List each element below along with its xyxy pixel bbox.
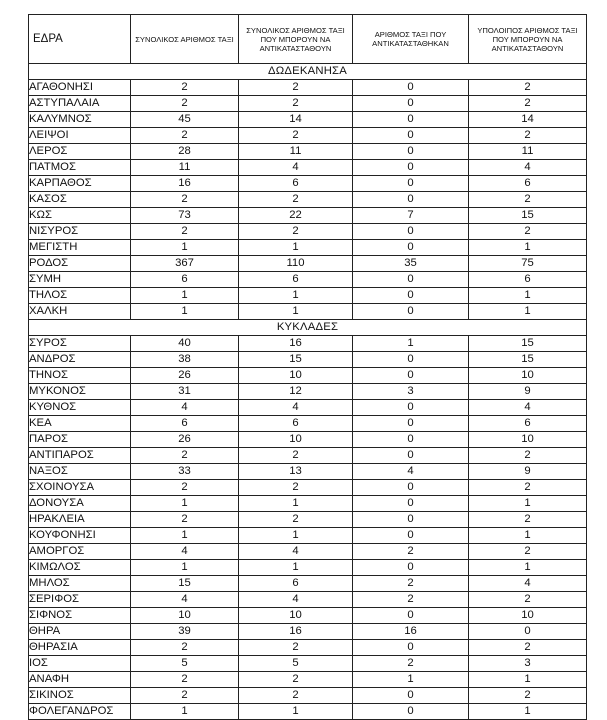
table-row: [29, 640, 587, 656]
remaining-cell: 0: [469, 624, 587, 640]
table-row: [29, 192, 587, 208]
remaining-cell: 2: [469, 96, 587, 112]
seat-cell: ΧΑΛΚΗ: [29, 304, 131, 320]
replaced-cell: 0: [353, 432, 469, 448]
remaining-cell: 2: [469, 512, 587, 528]
seat-cell: ΚΟΥΦΟΝΗΣΙ: [29, 528, 131, 544]
remaining-cell: 10: [469, 368, 587, 384]
replaced-cell: 0: [353, 560, 469, 576]
seat-cell: ΑΝΔΡΟΣ: [29, 352, 131, 368]
replaceable-cell: 2: [239, 672, 353, 688]
total-cell: 11: [131, 160, 239, 176]
seat-cell: ΛΕΡΟΣ: [29, 144, 131, 160]
table-row: [29, 416, 587, 432]
replaceable-cell: 15: [239, 352, 353, 368]
replaceable-cell: 10: [239, 368, 353, 384]
total-cell: 2: [131, 128, 239, 144]
total-cell: 2: [131, 512, 239, 528]
replaced-cell: 0: [353, 448, 469, 464]
total-cell: 16: [131, 176, 239, 192]
replaced-cell: 16: [353, 624, 469, 640]
remaining-cell: 4: [469, 160, 587, 176]
total-cell: 33: [131, 464, 239, 480]
table-row: [29, 160, 587, 176]
replaced-cell: 0: [353, 112, 469, 128]
seat-cell: ΚΕΑ: [29, 416, 131, 432]
total-cell: 10: [131, 608, 239, 624]
replaced-cell: 0: [353, 240, 469, 256]
seat-cell: ΔΟΝΟΥΣΑ: [29, 496, 131, 512]
remaining-cell: 2: [469, 448, 587, 464]
remaining-cell: 1: [469, 240, 587, 256]
remaining-cell: 2: [469, 128, 587, 144]
seat-cell: ΘΗΡΑΣΙΑ: [29, 640, 131, 656]
seat-cell: ΣΧΟΙΝΟΥΣΑ: [29, 480, 131, 496]
seat-cell: ΣΥΡΟΣ: [29, 336, 131, 352]
table-row: [29, 272, 587, 288]
table-row: [29, 576, 587, 592]
replaceable-cell: 1: [239, 704, 353, 720]
table-row: [29, 368, 587, 384]
replaced-cell: 0: [353, 192, 469, 208]
remaining-cell: 2: [469, 480, 587, 496]
table-row: [29, 208, 587, 224]
header-remaining-taxis: ΥΠΟΛΟΙΠΟΣ ΑΡΙΘΜΟΣ ΤΑΞΙ ΠΟΥ ΜΠΟΡΟΥΝ ΝΑ ΑΝΤΙΚΑΤΑΣΤΑΘΟΥΝ: [469, 15, 587, 64]
replaced-cell: 2: [353, 544, 469, 560]
remaining-cell: 1: [469, 672, 587, 688]
seat-cell: ΜΥΚΟΝΟΣ: [29, 384, 131, 400]
replaceable-cell: 4: [239, 160, 353, 176]
remaining-cell: 2: [469, 688, 587, 704]
seat-cell: ΙΟΣ: [29, 656, 131, 672]
table-row: [29, 112, 587, 128]
replaced-cell: 0: [353, 704, 469, 720]
header-replaced-taxis: ΑΡΙΘΜΟΣ ΤΑΞΙ ΠΟΥ ΑΝΤΙΚΑΤΑΣΤΑΘΗΚΑΝ: [353, 15, 469, 64]
table-row: [29, 176, 587, 192]
seat-cell: ΑΜΟΡΓΟΣ: [29, 544, 131, 560]
replaceable-cell: 2: [239, 448, 353, 464]
replaceable-cell: 1: [239, 240, 353, 256]
table-row: [29, 224, 587, 240]
seat-cell: ΤΗΝΟΣ: [29, 368, 131, 384]
remaining-cell: 1: [469, 288, 587, 304]
total-cell: 2: [131, 192, 239, 208]
table-body: [29, 64, 587, 720]
replaceable-cell: 2: [239, 128, 353, 144]
table-row: [29, 592, 587, 608]
replaceable-cell: 5: [239, 656, 353, 672]
remaining-cell: 6: [469, 416, 587, 432]
header-row: [29, 15, 587, 64]
seat-cell: ΑΣΤΥΠΑΛΑΙΑ: [29, 96, 131, 112]
table-row: [29, 256, 587, 272]
header-total-taxis: ΣΥΝΟΛΙΚΟΣ ΑΡΙΘΜΟΣ ΤΑΞΙ: [131, 15, 239, 64]
seat-cell: ΜΕΓΙΣΤΗ: [29, 240, 131, 256]
total-cell: 6: [131, 416, 239, 432]
replaced-cell: 0: [353, 304, 469, 320]
replaceable-cell: 2: [239, 96, 353, 112]
total-cell: 6: [131, 272, 239, 288]
table-row: [29, 80, 587, 96]
replaceable-cell: 14: [239, 112, 353, 128]
replaced-cell: 0: [353, 224, 469, 240]
replaceable-cell: 2: [239, 480, 353, 496]
remaining-cell: 2: [469, 544, 587, 560]
replaced-cell: 1: [353, 672, 469, 688]
table-row: [29, 688, 587, 704]
replaced-cell: 2: [353, 576, 469, 592]
replaced-cell: 0: [353, 288, 469, 304]
total-cell: 1: [131, 304, 239, 320]
table-header: [29, 15, 587, 64]
seat-cell: ΑΝΤΙΠΑΡΟΣ: [29, 448, 131, 464]
replaceable-cell: 10: [239, 432, 353, 448]
total-cell: 26: [131, 432, 239, 448]
table-row: [29, 240, 587, 256]
replaceable-cell: 6: [239, 416, 353, 432]
replaceable-cell: 1: [239, 288, 353, 304]
replaceable-cell: 22: [239, 208, 353, 224]
seat-cell: ΚΑΣΟΣ: [29, 192, 131, 208]
total-cell: 2: [131, 688, 239, 704]
table-row: [29, 464, 587, 480]
total-cell: 4: [131, 544, 239, 560]
table-row: [29, 704, 587, 720]
table-row: [29, 144, 587, 160]
replaceable-cell: 4: [239, 592, 353, 608]
remaining-cell: 15: [469, 352, 587, 368]
seat-cell: ΚΥΘΝΟΣ: [29, 400, 131, 416]
replaced-cell: 0: [353, 400, 469, 416]
seat-cell: ΝΑΞΟΣ: [29, 464, 131, 480]
seat-cell: ΣΙΚΙΝΟΣ: [29, 688, 131, 704]
seat-cell: ΣΥΜΗ: [29, 272, 131, 288]
table-row: [29, 448, 587, 464]
replaced-cell: 2: [353, 656, 469, 672]
replaced-cell: 0: [353, 368, 469, 384]
seat-cell: ΝΙΣΥΡΟΣ: [29, 224, 131, 240]
seat-cell: ΜΗΛΟΣ: [29, 576, 131, 592]
remaining-cell: 9: [469, 384, 587, 400]
total-cell: 1: [131, 560, 239, 576]
table-row: [29, 672, 587, 688]
replaced-cell: 0: [353, 96, 469, 112]
seat-cell: ΦΟΛΕΓΑΝΔΡΟΣ: [29, 704, 131, 720]
remaining-cell: 2: [469, 592, 587, 608]
table-row: [29, 304, 587, 320]
replaceable-cell: 2: [239, 192, 353, 208]
remaining-cell: 15: [469, 336, 587, 352]
replaceable-cell: 110: [239, 256, 353, 272]
replaced-cell: 7: [353, 208, 469, 224]
replaced-cell: 0: [353, 688, 469, 704]
total-cell: 40: [131, 336, 239, 352]
replaced-cell: 0: [353, 416, 469, 432]
replaced-cell: 0: [353, 160, 469, 176]
total-cell: 73: [131, 208, 239, 224]
remaining-cell: 14: [469, 112, 587, 128]
seat-cell: ΗΡΑΚΛΕΙΑ: [29, 512, 131, 528]
table-row: [29, 496, 587, 512]
total-cell: 4: [131, 592, 239, 608]
seat-cell: ΣΙΦΝΟΣ: [29, 608, 131, 624]
remaining-cell: 1: [469, 528, 587, 544]
total-cell: 1: [131, 528, 239, 544]
seat-cell: ΤΗΛΟΣ: [29, 288, 131, 304]
section-title: ΚΥΚΛΑΔΕΣ: [29, 320, 587, 336]
section-row: [29, 320, 587, 336]
replaced-cell: 1: [353, 336, 469, 352]
replaceable-cell: 2: [239, 224, 353, 240]
total-cell: 39: [131, 624, 239, 640]
replaced-cell: 0: [353, 512, 469, 528]
total-cell: 2: [131, 640, 239, 656]
remaining-cell: 3: [469, 656, 587, 672]
table-row: [29, 128, 587, 144]
seat-cell: ΠΑΤΜΟΣ: [29, 160, 131, 176]
remaining-cell: 2: [469, 80, 587, 96]
replaceable-cell: 2: [239, 640, 353, 656]
replaced-cell: 2: [353, 592, 469, 608]
total-cell: 26: [131, 368, 239, 384]
seat-cell: ΛΕΙΨΟΙ: [29, 128, 131, 144]
replaceable-cell: 4: [239, 400, 353, 416]
remaining-cell: 9: [469, 464, 587, 480]
remaining-cell: 4: [469, 400, 587, 416]
replaceable-cell: 2: [239, 80, 353, 96]
remaining-cell: 2: [469, 640, 587, 656]
replaced-cell: 0: [353, 128, 469, 144]
replaceable-cell: 4: [239, 544, 353, 560]
replaceable-cell: 10: [239, 608, 353, 624]
replaceable-cell: 6: [239, 176, 353, 192]
replaceable-cell: 1: [239, 304, 353, 320]
table-row: [29, 544, 587, 560]
seat-cell: ΣΕΡΙΦΟΣ: [29, 592, 131, 608]
replaceable-cell: 1: [239, 528, 353, 544]
replaced-cell: 0: [353, 272, 469, 288]
replaced-cell: 0: [353, 480, 469, 496]
replaced-cell: 3: [353, 384, 469, 400]
total-cell: 5: [131, 656, 239, 672]
remaining-cell: 4: [469, 576, 587, 592]
remaining-cell: 2: [469, 224, 587, 240]
section-title: ΔΩΔΕΚΑΝΗΣΑ: [29, 64, 587, 80]
table-row: [29, 432, 587, 448]
remaining-cell: 2: [469, 192, 587, 208]
section-row: [29, 64, 587, 80]
total-cell: 1: [131, 704, 239, 720]
seat-cell: ΑΝΑΦΗ: [29, 672, 131, 688]
remaining-cell: 6: [469, 272, 587, 288]
replaceable-cell: 11: [239, 144, 353, 160]
total-cell: 15: [131, 576, 239, 592]
taxi-statistics-table: [28, 14, 587, 720]
seat-cell: ΑΓΑΘΟΝΗΣΙ: [29, 80, 131, 96]
table-row: [29, 400, 587, 416]
replaced-cell: 0: [353, 352, 469, 368]
seat-cell: ΚΙΜΩΛΟΣ: [29, 560, 131, 576]
total-cell: 4: [131, 400, 239, 416]
total-cell: 1: [131, 288, 239, 304]
replaced-cell: 0: [353, 496, 469, 512]
replaceable-cell: 13: [239, 464, 353, 480]
remaining-cell: 1: [469, 304, 587, 320]
replaced-cell: 0: [353, 528, 469, 544]
remaining-cell: 6: [469, 176, 587, 192]
total-cell: 2: [131, 480, 239, 496]
table-row: [29, 480, 587, 496]
replaceable-cell: 16: [239, 336, 353, 352]
total-cell: 2: [131, 672, 239, 688]
total-cell: 2: [131, 224, 239, 240]
replaced-cell: 4: [353, 464, 469, 480]
total-cell: 1: [131, 240, 239, 256]
replaceable-cell: 12: [239, 384, 353, 400]
replaceable-cell: 6: [239, 272, 353, 288]
seat-cell: ΚΩΣ: [29, 208, 131, 224]
header-seat: ΕΔΡΑ: [29, 15, 131, 64]
remaining-cell: 1: [469, 560, 587, 576]
table-row: [29, 560, 587, 576]
total-cell: 2: [131, 448, 239, 464]
total-cell: 2: [131, 80, 239, 96]
remaining-cell: 1: [469, 496, 587, 512]
total-cell: 2: [131, 96, 239, 112]
seat-cell: ΘΗΡΑ: [29, 624, 131, 640]
total-cell: 31: [131, 384, 239, 400]
replaceable-cell: 16: [239, 624, 353, 640]
table-row: [29, 96, 587, 112]
seat-cell: ΚΑΡΠΑΘΟΣ: [29, 176, 131, 192]
table-row: [29, 624, 587, 640]
table-row: [29, 352, 587, 368]
total-cell: 367: [131, 256, 239, 272]
replaced-cell: 0: [353, 640, 469, 656]
remaining-cell: 15: [469, 208, 587, 224]
replaceable-cell: 6: [239, 576, 353, 592]
replaceable-cell: 1: [239, 560, 353, 576]
header-replaceable-taxis: ΣΥΝΟΛΙΚΟΣ ΑΡΙΘΜΟΣ ΤΑΞΙ ΠΟΥ ΜΠΟΡΟΥΝ ΝΑ ΑΝΤΙΚΑΤΑΣΤΑΘΟΥΝ: [239, 15, 353, 64]
remaining-cell: 11: [469, 144, 587, 160]
remaining-cell: 10: [469, 608, 587, 624]
table-row: [29, 528, 587, 544]
total-cell: 1: [131, 496, 239, 512]
replaced-cell: 0: [353, 144, 469, 160]
replaceable-cell: 2: [239, 512, 353, 528]
remaining-cell: 1: [469, 704, 587, 720]
replaceable-cell: 1: [239, 496, 353, 512]
remaining-cell: 75: [469, 256, 587, 272]
total-cell: 28: [131, 144, 239, 160]
total-cell: 38: [131, 352, 239, 368]
table-row: [29, 336, 587, 352]
seat-cell: ΠΑΡΟΣ: [29, 432, 131, 448]
table-row: [29, 512, 587, 528]
replaced-cell: 35: [353, 256, 469, 272]
table-row: [29, 384, 587, 400]
total-cell: 45: [131, 112, 239, 128]
replaced-cell: 0: [353, 176, 469, 192]
replaceable-cell: 2: [239, 688, 353, 704]
table-row: [29, 608, 587, 624]
replaced-cell: 0: [353, 80, 469, 96]
seat-cell: ΡΟΔΟΣ: [29, 256, 131, 272]
table-row: [29, 656, 587, 672]
remaining-cell: 10: [469, 432, 587, 448]
seat-cell: ΚΑΛΥΜΝΟΣ: [29, 112, 131, 128]
replaced-cell: 0: [353, 608, 469, 624]
table-row: [29, 288, 587, 304]
